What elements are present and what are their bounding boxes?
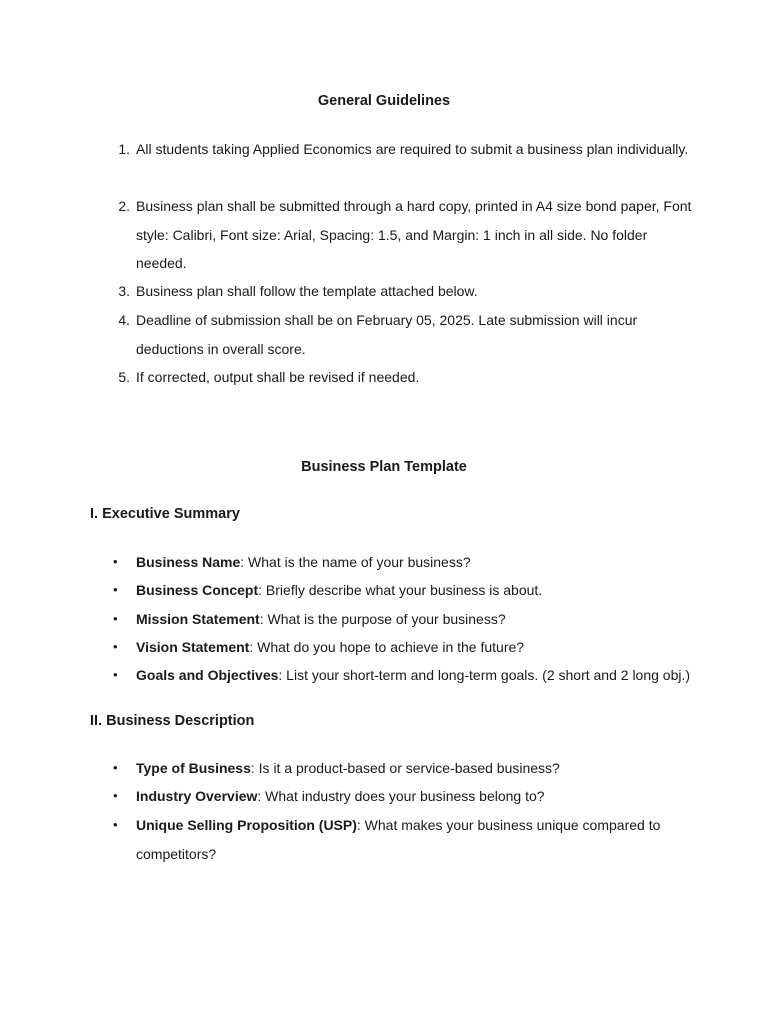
guideline-item — [118, 306, 696, 363]
bullet-item — [113, 605, 696, 634]
bullet-icon: • — [113, 817, 118, 832]
list-number: 3. — [118, 283, 130, 299]
bullet-icon: • — [113, 639, 118, 654]
item-description: : What is the name of your business? — [240, 554, 471, 570]
item-term: Vision Statement — [136, 639, 250, 655]
item-description: : List your short-term and long-term goals. (2 short and 2 long obj.) — [278, 667, 691, 683]
item-term: Industry Overview — [136, 788, 258, 804]
bullet-icon: • — [113, 582, 118, 597]
bullet-icon: • — [113, 760, 118, 775]
guideline-item — [118, 192, 696, 278]
bullet-item — [113, 782, 696, 811]
list-number: 4. — [118, 312, 130, 328]
guideline-text: Business plan shall follow the template attached below. — [136, 283, 478, 299]
list-number: 1. — [118, 141, 130, 157]
item-term: Unique Selling Proposition (USP) — [136, 817, 357, 833]
item-term: Business Concept — [136, 582, 259, 598]
bullet-item — [113, 633, 696, 662]
bullet-item — [113, 576, 696, 605]
bullet-icon: • — [113, 611, 118, 626]
general-guidelines-title: General Guidelines — [317, 93, 451, 109]
bullet-item — [113, 754, 696, 783]
guideline-text: Business plan shall be submitted through a hard copy, printed in A4 size bond paper, Font style: Calibri, Font size: Arial, Spacing: 1.5, and Margin: 1 inch in all side. No folder needed. — [136, 198, 692, 271]
item-description: : What do you hope to achieve in the future? — [249, 639, 525, 655]
guideline-item — [118, 135, 696, 164]
bullet-icon: • — [113, 788, 118, 803]
item-term: Mission Statement — [136, 611, 260, 627]
bullet-icon: • — [113, 554, 118, 569]
item-term: Type of Business — [136, 760, 251, 776]
guideline-item — [118, 277, 696, 306]
business-plan-template-title: Business Plan Template — [301, 459, 467, 475]
bullet-item — [113, 548, 696, 577]
item-description: : What industry does your business belong to? — [257, 788, 545, 804]
executive-summary-heading: I. Executive Summary — [90, 506, 240, 522]
list-number: 5. — [118, 369, 130, 385]
bullet-item — [113, 811, 696, 868]
guideline-item — [118, 363, 696, 392]
item-term: Goals and Objectives — [136, 667, 279, 683]
item-description: : Is it a product-based or service-based business? — [250, 760, 560, 776]
item-description: : What is the purpose of your business? — [259, 611, 506, 627]
business-description-heading: II. Business Description — [90, 713, 255, 729]
item-term: Business Name — [136, 554, 241, 570]
item-description: : What makes your business unique compared to competitors? — [136, 817, 661, 862]
bullet-icon: • — [113, 667, 118, 682]
guideline-text: All students taking Applied Economics are required to submit a business plan individually. — [136, 141, 689, 157]
item-description: : Briefly describe what your business is about. — [258, 582, 543, 598]
bullet-item — [113, 661, 696, 690]
guideline-text: Deadline of submission shall be on February 05, 2025. Late submission will incur deductions in overall score. — [136, 312, 638, 357]
guideline-text: If corrected, output shall be revised if needed. — [136, 369, 420, 385]
list-number: 2. — [118, 198, 130, 214]
